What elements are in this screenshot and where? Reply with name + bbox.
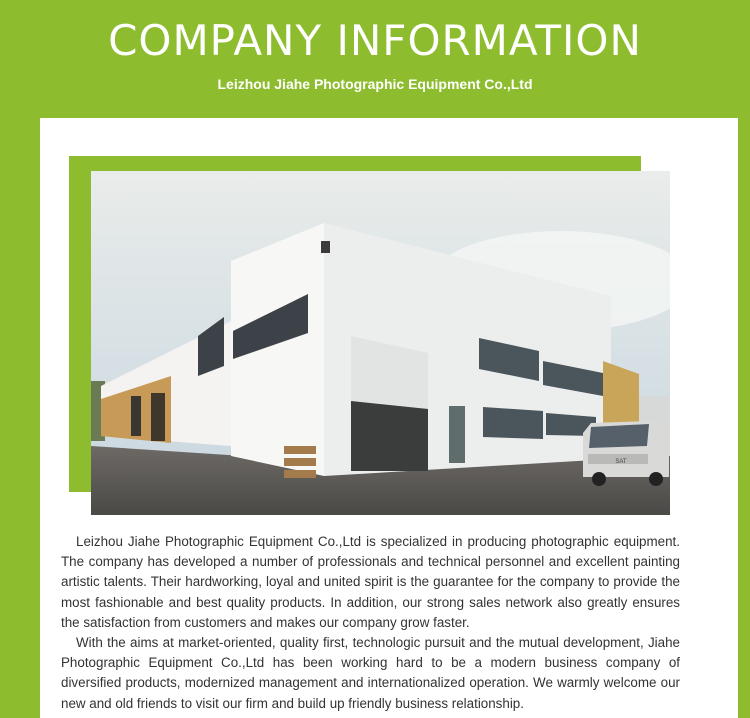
page-title: COMPANY INFORMATION	[108, 16, 642, 65]
company-subtitle: Leizhou Jiahe Photographic Equipment Co.,Ltd	[217, 76, 533, 92]
factory-building-illustration	[91, 171, 670, 515]
van	[583, 421, 669, 486]
description-paragraph-2: With the aims at market-oriented, quality first, technologic pursuit and the mutual development, Jiahe Photographic Equipment Co.,Ltd has been working hard to be a modern business company of diversified products, modernized management and internationalized operation. We warmly welcome our new and old friends to visit our firm and build up friendly business relationship.	[61, 635, 680, 711]
van-plate: SAT	[615, 459, 627, 465]
description-paragraph-1: Leizhou Jiahe Photographic Equipment Co.,Ltd is specialized in producing photographic equipment. The company has developed a number of professionals and technical personnel and excellent painting artistic talents. Their hardworking, loyal and united spirit is the guarantee for the company to provide the most fashionable and best quality products. In addition, our strong sales network also greatly ensures the satisfaction from customers and makes our company grow faster.	[61, 534, 680, 630]
company-description	[61, 532, 680, 714]
factory-photo	[91, 171, 670, 515]
